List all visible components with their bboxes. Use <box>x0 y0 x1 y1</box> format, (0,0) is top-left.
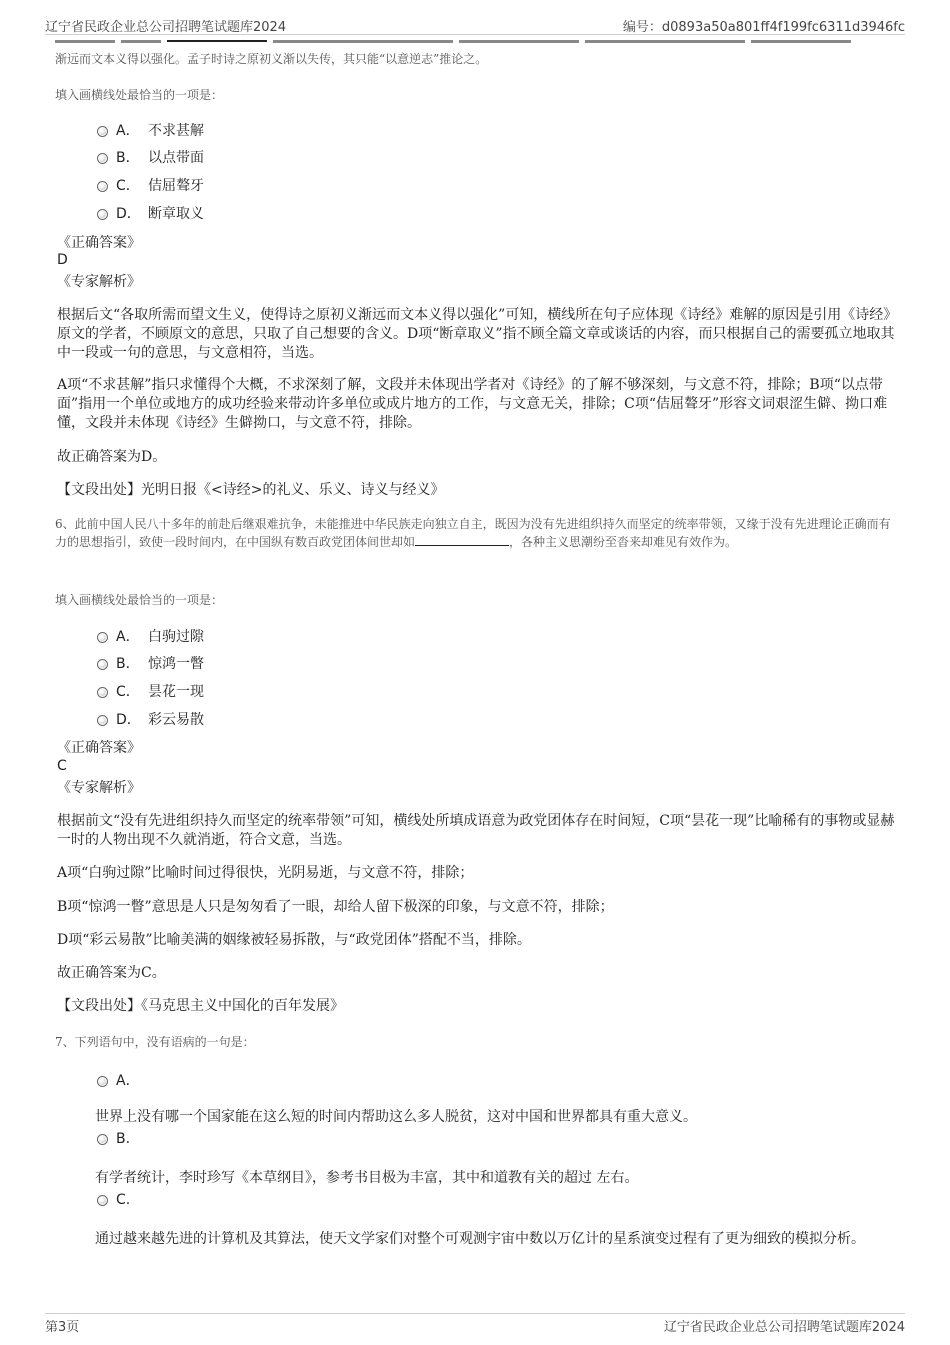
q5-prompt: 填入画横线处最恰当的一项是： <box>55 88 224 102</box>
q6-answer: C <box>57 758 67 774</box>
q6-analysis-para-2: A项“白驹过隙”比喻时间过得很快，光阴易逝，与文意不符，排除； <box>57 865 474 881</box>
q6-analysis-conclusion: 故正确答案为C。 <box>57 965 166 981</box>
q5-analysis-label: 《专家解析》 <box>57 274 141 290</box>
radio-icon[interactable] <box>97 126 108 137</box>
q5-analysis-para-1: 根据后文“各取所需而望文生义，使得诗之原初义渐远而文本义得以强化”可知，横线所在句子应体现《诗经》难解的原因是引用《诗经》原文的学者，不顾原文的意思，只取了自己想要的含义。D项“断章取义”指不顾全篇文章或谈话的内容，而只根据自己的需要孤立地取其中一段或一句的意思，与文意相符，当选。 <box>57 307 895 361</box>
q5-option-b[interactable]: B． 以点带面 <box>97 147 204 167</box>
q6-analysis-para-4: D项“彩云易散”比喻美满的姻缘被轻易拆散，与“政党团体”搭配不当，排除。 <box>57 932 531 948</box>
q5-option-c[interactable]: C． 佶屈聱牙 <box>97 175 204 195</box>
q6-source: 【文段出处】《马克思主义中国化的百年发展》 <box>57 998 344 1014</box>
radio-icon[interactable] <box>97 1134 108 1145</box>
radio-icon[interactable] <box>97 659 108 670</box>
radio-icon[interactable] <box>97 687 108 698</box>
radio-icon[interactable] <box>97 1195 108 1206</box>
radio-icon[interactable] <box>97 1076 108 1087</box>
page-footer <box>45 1313 905 1334</box>
q6-answer-label: 《正确答案》 <box>57 740 141 756</box>
q7-option-a-text: 世界上没有哪一个国家能在这么短的时间内帮助这么多人脱贫，这对中国和世界都具有重大意义。 <box>95 1109 697 1125</box>
footer-title: 辽宁省民政企业总公司招聘笔试题库2024 <box>663 1320 905 1335</box>
q6-stem: 6、此前中国人民八十多年的前赴后继艰难抗争，未能推进中华民族走向独立自主，既因为没有先进组织持久而坚定的统率带领，又缘于没有先进理论正确而有力的思想指引，致使一段时间内，在中国纵有数百政党团体间世却如 ，各种主义思潮纷至沓来却难见有效作为。 <box>55 517 891 549</box>
header-doc-code: 编号：d0893a50a801ff4f199fc6311d3946fc <box>622 20 905 35</box>
q7-option-b-text: 有学者统计，李时珍写《本草纲目》，参考书目极为丰富，其中和道教有关的超过 左右。 <box>95 1170 639 1186</box>
radio-icon[interactable] <box>97 153 108 164</box>
q5-source: 【文段出处】光明日报《<诗经>的礼义、乐义、诗义与经义》 <box>57 482 445 498</box>
q7-stem: 7、下列语句中，没有语病的一句是： <box>55 1035 255 1049</box>
q5-stem-tail: 渐远而文本义得以强化。孟子时诗之原初义渐以失传，其只能“以意逆志”推论之。 <box>55 52 488 66</box>
radio-icon[interactable] <box>97 181 108 192</box>
footer-page-number: 第3页 <box>45 1320 80 1335</box>
q5-answer: D <box>57 252 68 268</box>
header-title: 辽宁省民政企业总公司招聘笔试题库2024 <box>45 20 287 35</box>
page-header <box>45 14 905 35</box>
q5-answer-label: 《正确答案》 <box>57 235 141 251</box>
q6-option-a[interactable]: A． 白驹过隙 <box>97 626 204 646</box>
q5-option-a[interactable]: A． 不求甚解 <box>97 120 204 140</box>
q5-analysis-conclusion: 故正确答案为D。 <box>57 449 167 465</box>
q6-prompt: 填入画横线处最恰当的一项是： <box>55 593 224 607</box>
radio-icon[interactable] <box>97 715 108 726</box>
q5-option-d[interactable]: D． 断章取义 <box>97 203 204 223</box>
q7-option-a[interactable]: A． <box>97 1070 148 1090</box>
q7-option-b[interactable]: B. <box>97 1131 148 1151</box>
radio-icon[interactable] <box>97 632 108 643</box>
q6-analysis-label: 《专家解析》 <box>57 780 141 796</box>
q7-option-c[interactable]: C. <box>97 1192 148 1212</box>
answer-blank <box>415 533 509 546</box>
q6-option-b[interactable]: B． 惊鸿一瞥 <box>97 653 204 673</box>
clipped-text-line <box>55 38 895 46</box>
q6-option-c[interactable]: C． 昙花一现 <box>97 681 204 701</box>
radio-icon[interactable] <box>97 209 108 220</box>
q5-analysis-para-2: A项“不求甚解”指只求懂得个大概，不求深刻了解，文段并未体现出学者对《诗经》的了解不够深刻，与文意不符，排除；B项“以点带面”指用一个单位或地方的成功经验来带动许多单位或成片地方的工作，与文意无关，排除；C项“佶屈聱牙”形容文词艰涩生僻、拗口难懂，文段并未体现《诗经》生僻拗口，与文意不符，排除。 <box>57 377 888 431</box>
q6-analysis-para-3: B项“惊鸿一瞥”意思是人只是匆匆看了一眼，却给人留下极深的印象，与文意不符，排除； <box>57 899 614 915</box>
q6-analysis-para-1: 根据前文“没有先进组织持久而坚定的统率带领”可知，横线处所填成语意为政党团体存在时间短，C项“昙花一现”比喻稀有的事物或显赫一时的人物出现不久就消逝，符合文意，当选。 <box>57 813 895 848</box>
q6-option-d[interactable]: D． 彩云易散 <box>97 709 204 729</box>
q7-option-c-text: 通过越来越先进的计算机及其算法，使天文学家们对整个可观测宇宙中数以万亿计的星系演变过程有了更为细致的模拟分析。 <box>95 1231 865 1247</box>
